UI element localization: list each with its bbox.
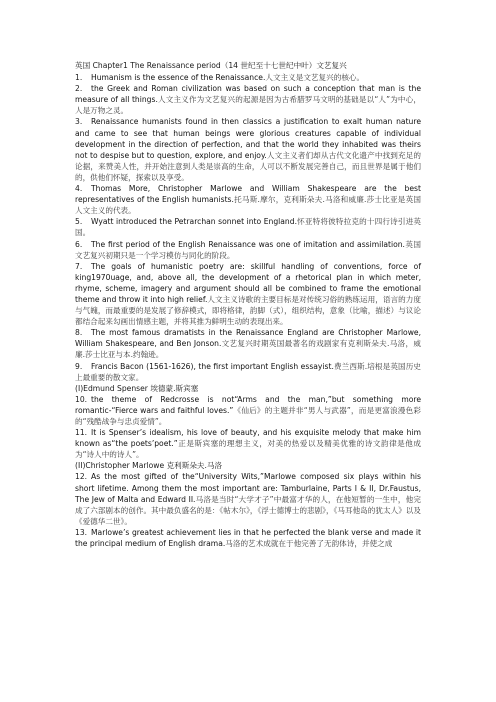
item-english: Marlowe’s greatest achievement lies in that he perfected the blank verse and made it the principal medium of English drama. <box>75 527 421 549</box>
item-english: It is Spenser’s idealism, his love of beauty, and his exquisite melody that make him known as“the poets’poet.” <box>75 428 421 449</box>
item-chinese: 人文主义是文艺复兴的核心。 <box>265 73 365 83</box>
item-english: The first period of the English Renaissance was one of imitation and assimilation. <box>91 239 405 249</box>
item-number: 2. <box>75 84 83 94</box>
list-item <box>75 527 421 549</box>
item-english: As the most gifted of the“University Wits,”Marlowe composed six plays within his short lifetime. Among them the most important are: Tamburlaine, Parts I & II, Dr.Faustus, The Jew of Malta and Edward II. <box>75 472 421 504</box>
item-english: the Greek and Roman civilization was based on such a conception that man is the measure of all things. <box>75 84 421 105</box>
item-chinese: 英国文艺复兴初期只是一个学习模仿与同化的阶段。 <box>75 239 421 260</box>
list-item <box>75 261 421 328</box>
item-english: Renaissance humanists found in then classics a justification to exalt human nature and came to see that human beings were glorious creatures capable of individual development in the direction of perfection, and that the world they inhabited was theirs not to despise but to question, explore, and enjoy. <box>75 117 421 160</box>
list-item <box>75 427 421 460</box>
item-number: 10. <box>75 394 88 404</box>
list-item <box>75 361 421 383</box>
list-item <box>75 327 421 360</box>
list-item <box>75 216 421 238</box>
list-item <box>75 116 421 183</box>
item-english: The goals of humanistic poetry are: skillful handling of conventions, force of king1970uage, and, above all, the development of a rhetorical plan in which meter, rhyme, scheme, imagery and argument should all be combined to frame the emotional theme and throw it into high relief. <box>75 261 421 304</box>
section-heading-marlowe: (II)Christopher Marlowe 克利斯朵夫.马洛 <box>75 461 223 471</box>
entry-list-spenser <box>75 394 421 461</box>
item-chinese: 人文主义作为文艺复兴的起源是因为古希腊罗马文明的基础是以“人”为中心，人是万物之灵。 <box>75 95 421 116</box>
item-chinese: 怀亚特将彼特拉克的十四行诗引进英国。 <box>75 217 422 238</box>
page-title: 英国 Chapter1 The Renaissance period（14 世纪至十七世纪中叶）文艺复兴 <box>75 61 347 70</box>
item-chinese: 文艺复兴时期英国最著名的戏剧家有克利斯朵夫.马洛，威廉.莎士比亚与本.约翰逊。 <box>75 339 421 360</box>
item-chinese: 马洛是当时“大学才子”中最富才华的人，在他短暂的一生中，他完成了六部剧本的创作。其中最负盛名的是：《帖木尔》，《浮士德博士的悲剧》，《马耳他岛的犹太人》以及《爱德华二世》。 <box>75 494 422 526</box>
item-number: 1. <box>75 73 83 83</box>
document-page <box>75 60 421 549</box>
item-chinese: 马洛的艺术成就在于他完善了无韵体诗，并使之成 <box>225 539 393 549</box>
item-number: 13. <box>75 527 88 537</box>
item-number: 7. <box>75 261 83 271</box>
item-chinese: 托马斯.摩尔，克利斯朵夫.马洛和威廉.莎士比亚是英国人文主义的代表。 <box>75 195 421 216</box>
item-english: Francis Bacon (1561-1626), the first important English essayist. <box>91 361 334 371</box>
entry-list-marlowe <box>75 471 421 549</box>
item-number: 8. <box>75 328 83 338</box>
item-chinese: 正是斯宾塞的理想主义，对美的热爱以及精美优雅的诗文韵律是他成为“诗人中的诗人”。 <box>75 439 421 460</box>
item-number: 6. <box>75 239 83 249</box>
item-english: Thomas More, Christopher Marlowe and William Shakespeare are the best representatives of the English humanists. <box>75 184 421 205</box>
item-number: 4. <box>75 184 83 194</box>
item-number: 12. <box>75 472 88 482</box>
item-chinese: 费兰西斯.培根是英国历史上最重要的散文家。 <box>75 361 421 382</box>
list-item <box>75 471 421 526</box>
list-item <box>75 183 421 216</box>
item-english: The most famous dramatists in the Renaissance England are Christopher Marlowe, William Shakespeare, and Ben Jonson. <box>75 328 421 349</box>
item-number: 5. <box>75 217 83 227</box>
entry-list <box>75 72 421 383</box>
item-chinese: 《仙后》的主题并非“男人与武器”，而是更富浪漫色彩的“残酷战争与忠贞爱情”。 <box>75 405 421 426</box>
item-number: 11. <box>75 428 88 438</box>
item-english: the theme of Redcrosse is not“Arms and the man,”but something more romantic-“Fierce wars and faithful loves.” <box>75 394 421 415</box>
item-chinese: 人文主义诗歌的主要目标是对传统习俗的熟练运用，语言的力度与气魄，而最重要的是发展了修辞模式，即将格律，韵脚（式），组织结构，意象（比喻，描述）与议论都结合起来勾画出情感主题，并将其推为鲜明生动的表现出来。 <box>75 294 422 327</box>
list-item <box>75 394 421 427</box>
item-number: 3. <box>75 117 83 127</box>
list-item <box>75 72 421 83</box>
item-english: Wyatt introduced the Petrarchan sonnet into England. <box>91 217 297 227</box>
section-heading-spenser: (I)Edmund Spenser 埃德蒙.斯宾塞 <box>75 383 199 393</box>
item-chinese: 人文主义者们却从古代文化遗产中找到充足的论据，来赞美人性，并开始注意到人类是崇高的生命，人可以不断发展完善自己，而且世界是属于他们的，供他们怀疑，探索以及享受。 <box>75 150 421 182</box>
item-number: 9. <box>75 361 83 371</box>
list-item <box>75 239 421 261</box>
list-item <box>75 83 421 116</box>
item-english: Humanism is the essence of the Renaissance. <box>91 73 266 83</box>
